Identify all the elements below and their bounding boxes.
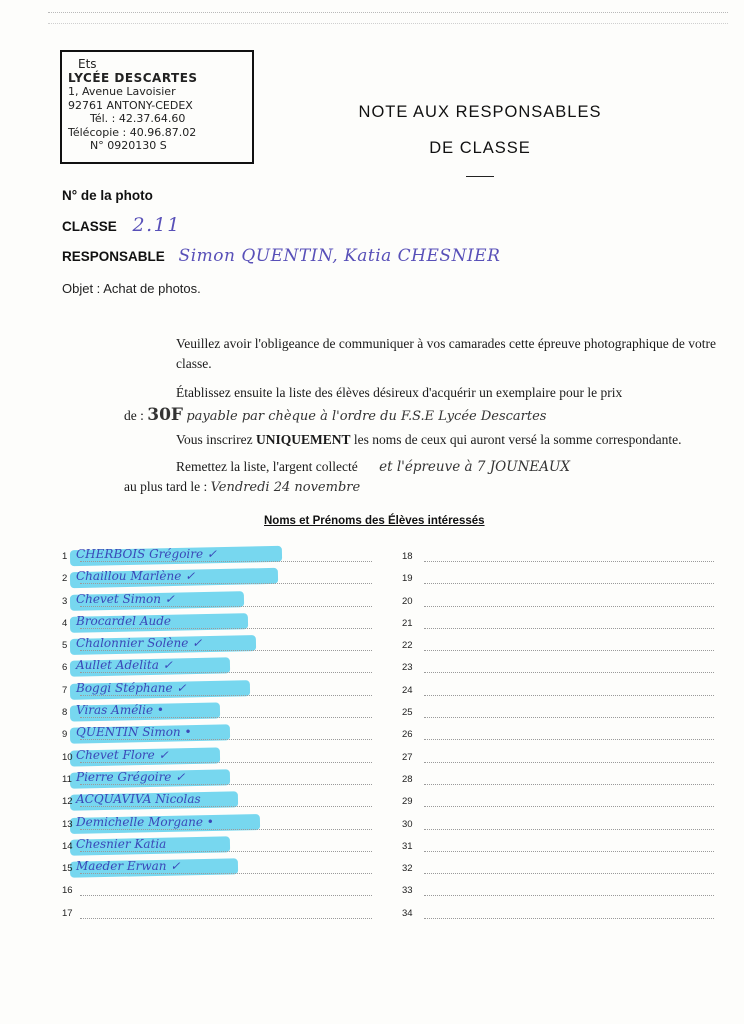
student-name: Chevet Simon ✓ bbox=[76, 591, 175, 606]
list-row bbox=[402, 902, 714, 924]
dotted-line bbox=[424, 873, 714, 874]
list-row bbox=[62, 612, 372, 634]
dotted-line bbox=[424, 918, 714, 919]
list-row bbox=[62, 567, 372, 589]
list-row bbox=[402, 545, 714, 567]
row-number: 19 bbox=[402, 573, 413, 585]
stamp-line: N° 0920130 S bbox=[90, 139, 167, 152]
dotted-line bbox=[424, 895, 714, 896]
row-number: 10 bbox=[62, 751, 73, 763]
row-number: 18 bbox=[402, 551, 413, 562]
dotted-line bbox=[424, 806, 714, 807]
dotted-line bbox=[424, 762, 714, 763]
dotted-line bbox=[424, 561, 714, 562]
dotted-line bbox=[80, 895, 372, 896]
list-row bbox=[402, 634, 714, 656]
student-name: Maeder Erwan ✓ bbox=[76, 859, 181, 874]
dotted-line bbox=[424, 784, 714, 785]
title-line-1: NOTE AUX RESPONSABLES bbox=[358, 103, 602, 121]
row-number: 17 bbox=[62, 907, 73, 919]
dotted-line bbox=[424, 829, 714, 830]
list-row bbox=[402, 723, 714, 745]
list-row bbox=[402, 768, 714, 790]
row-number: 23 bbox=[402, 662, 413, 674]
dotted-line bbox=[80, 784, 372, 785]
dotted-line bbox=[80, 583, 372, 584]
dotted-line bbox=[424, 717, 714, 718]
photo-number-label: N° de la photo bbox=[62, 188, 153, 203]
student-name: Demichelle Morgane • bbox=[76, 814, 214, 829]
row-number: 16 bbox=[62, 885, 73, 897]
list-row bbox=[62, 790, 372, 812]
row-number: 12 bbox=[62, 796, 73, 808]
payment-note: payable par chèque à l'ordre du F.S.E Lycée Descartes bbox=[186, 409, 547, 424]
dotted-line bbox=[424, 606, 714, 607]
dotted-line bbox=[80, 606, 372, 607]
paragraph-4 bbox=[124, 457, 716, 498]
dotted-line bbox=[424, 650, 714, 651]
row-number: 11 bbox=[62, 773, 72, 785]
dotted-line bbox=[424, 672, 714, 673]
list-row bbox=[62, 768, 372, 790]
dotted-line bbox=[424, 628, 714, 629]
list-row bbox=[62, 656, 372, 678]
student-list-left bbox=[62, 545, 372, 924]
list-row bbox=[62, 723, 372, 745]
row-number: 31 bbox=[402, 840, 413, 852]
dotted-line bbox=[80, 717, 372, 718]
list-row bbox=[62, 634, 372, 656]
row-number: 1 bbox=[62, 551, 68, 562]
student-name: Viras Amélie • bbox=[76, 703, 164, 718]
row-number: 30 bbox=[402, 818, 413, 830]
row-number: 24 bbox=[402, 684, 413, 696]
price-value: 30F bbox=[147, 405, 183, 425]
row-number: 7 bbox=[62, 684, 68, 696]
paragraph-1-text: Veuillez avoir l'obligeance de communiquer à vos camarades cette épreuve photographique de votre classe. bbox=[176, 336, 716, 371]
student-name: Chalonnier Solène ✓ bbox=[76, 636, 203, 651]
list-row bbox=[402, 813, 714, 835]
list-row bbox=[62, 590, 372, 612]
row-number: 3 bbox=[62, 595, 68, 607]
row-number: 27 bbox=[402, 751, 413, 763]
title-rule bbox=[466, 176, 494, 177]
row-number: 9 bbox=[62, 729, 68, 741]
classe-value: 2.11 bbox=[132, 214, 181, 236]
list-row bbox=[62, 902, 372, 924]
row-number: 8 bbox=[62, 707, 68, 719]
dotted-line bbox=[80, 672, 372, 673]
row-number: 15 bbox=[62, 863, 73, 875]
deadline-value: Vendredi 24 novembre bbox=[210, 480, 361, 495]
school-stamp bbox=[60, 50, 254, 164]
stamp-line: 1, Avenue Lavoisier bbox=[68, 85, 176, 98]
dotted-line bbox=[80, 762, 372, 763]
responsable-value: Simon QUENTIN, Katia CHESNIER bbox=[178, 246, 501, 266]
stamp-line: 92761 ANTONY-CEDEX bbox=[68, 98, 193, 112]
paragraph-3-post: les noms de ceux qui auront versé la somme correspondante. bbox=[350, 432, 682, 447]
dotted-line bbox=[80, 918, 372, 919]
dotted-line bbox=[80, 561, 372, 562]
paragraph-3-pre: Vous inscrirez bbox=[176, 432, 256, 447]
row-number: 14 bbox=[62, 840, 73, 852]
list-row bbox=[402, 857, 714, 879]
classe-label: CLASSE bbox=[62, 219, 117, 234]
list-row bbox=[402, 679, 714, 701]
list-row bbox=[402, 746, 714, 768]
row-number: 29 bbox=[402, 796, 413, 808]
student-name: Boggi Stéphane ✓ bbox=[76, 680, 187, 695]
classe-field bbox=[62, 214, 181, 236]
dotted-line bbox=[80, 851, 372, 852]
student-list-right bbox=[402, 545, 714, 924]
row-number: 2 bbox=[62, 573, 68, 585]
responsable-field bbox=[62, 246, 500, 266]
list-row bbox=[62, 746, 372, 768]
dotted-line bbox=[424, 583, 714, 584]
stamp-line: LYCÉE DESCARTES bbox=[68, 70, 198, 85]
row-number: 22 bbox=[402, 640, 413, 652]
dotted-line bbox=[80, 873, 372, 874]
row-number: 13 bbox=[62, 818, 73, 830]
row-number: 5 bbox=[62, 640, 68, 652]
paragraph-3 bbox=[124, 430, 716, 450]
responsable-label: RESPONSABLE bbox=[62, 249, 165, 264]
row-number: 4 bbox=[62, 617, 68, 629]
title-line-2: DE CLASSE bbox=[429, 139, 531, 157]
list-row bbox=[402, 790, 714, 812]
list-row bbox=[62, 857, 372, 879]
list-row bbox=[402, 590, 714, 612]
list-row bbox=[402, 656, 714, 678]
student-name: Chaillou Marlène ✓ bbox=[76, 569, 196, 584]
top-dotted-band bbox=[48, 12, 728, 24]
dotted-line bbox=[80, 695, 372, 696]
return-to-note: et l'épreuve à 7 JOUNEAUX bbox=[379, 459, 571, 475]
list-heading: Noms et Prénoms des Élèves intéressés bbox=[264, 515, 485, 527]
list-row bbox=[62, 879, 372, 901]
dotted-line bbox=[80, 650, 372, 651]
row-number: 26 bbox=[402, 729, 413, 741]
student-name: QUENTIN Simon • bbox=[76, 725, 192, 740]
paragraph-2 bbox=[124, 383, 716, 427]
list-row bbox=[402, 701, 714, 723]
list-row bbox=[402, 612, 714, 634]
paragraph-3-emphasis: UNIQUEMENT bbox=[256, 432, 351, 447]
row-number: 21 bbox=[402, 617, 413, 629]
row-number: 34 bbox=[402, 907, 413, 919]
list-row bbox=[402, 567, 714, 589]
paragraph-2-text: Établissez ensuite la liste des élèves désireux d'acquérir un exemplaire pour le prix bbox=[176, 385, 623, 400]
objet-line: Objet : Achat de photos. bbox=[62, 281, 201, 296]
list-row bbox=[402, 835, 714, 857]
row-number: 32 bbox=[402, 863, 413, 875]
row-number: 6 bbox=[62, 662, 68, 674]
list-row bbox=[62, 835, 372, 857]
dotted-line bbox=[80, 829, 372, 830]
list-row bbox=[402, 879, 714, 901]
deadline-label: au plus tard le : bbox=[124, 479, 208, 494]
price-prefix: de : bbox=[124, 408, 144, 423]
stamp-line: Ets bbox=[78, 57, 97, 71]
dotted-line bbox=[424, 851, 714, 852]
row-number: 28 bbox=[402, 773, 413, 785]
row-number: 33 bbox=[402, 885, 413, 897]
row-number: 25 bbox=[402, 707, 413, 719]
student-name: ACQUAVIVA Nicolas bbox=[76, 792, 201, 807]
dotted-line bbox=[80, 628, 372, 629]
dotted-line bbox=[80, 806, 372, 807]
student-name: Pierre Grégoire ✓ bbox=[76, 769, 186, 784]
student-name: Chevet Flore ✓ bbox=[76, 747, 169, 762]
student-name: Aullet Adelita ✓ bbox=[76, 658, 173, 673]
row-number: 20 bbox=[402, 595, 413, 607]
list-row bbox=[62, 545, 372, 567]
student-name: Brocardel Aude bbox=[76, 613, 172, 628]
list-row bbox=[62, 813, 372, 835]
paragraph-1 bbox=[124, 334, 716, 374]
stamp-line: Télécopie : 40.96.87.02 bbox=[68, 125, 197, 139]
dotted-line bbox=[424, 695, 714, 696]
paragraph-4-text: Remettez la liste, l'argent collecté bbox=[176, 459, 358, 474]
stamp-line: Tél. : 42.37.64.60 bbox=[90, 112, 186, 125]
dotted-line bbox=[80, 739, 372, 740]
page-title bbox=[330, 94, 630, 177]
list-row bbox=[62, 701, 372, 723]
student-name: Chesnier Katia bbox=[76, 836, 167, 851]
student-name: CHERBOIS Grégoire ✓ bbox=[76, 547, 217, 561]
dotted-line bbox=[424, 739, 714, 740]
photo-number-field bbox=[62, 188, 153, 203]
list-row bbox=[62, 679, 372, 701]
